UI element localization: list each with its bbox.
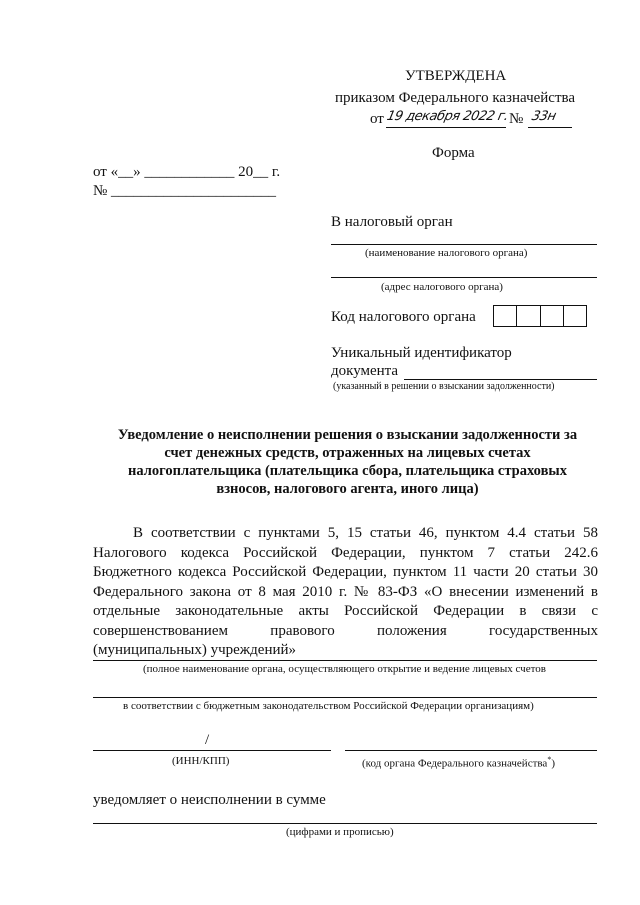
tax-authority-code-label: Код налогового органа	[331, 309, 476, 325]
uid-field-line	[404, 379, 597, 380]
amount-line	[93, 823, 597, 824]
approval-order-line: приказом Федерального казначейства	[335, 90, 576, 106]
approval-number-prefix: №	[509, 111, 524, 127]
org-name-line-1	[93, 660, 597, 661]
code-digit-3[interactable]	[540, 306, 563, 326]
org-name-caption-2: в соответствии с бюджетным законодательством Российской Федерации организациям)	[123, 700, 534, 712]
approval-date-underline	[386, 127, 506, 128]
tax-authority-label: В налоговый орган	[331, 214, 453, 230]
paragraph-line: Федерального закона от 8 мая 2010 г. № 83-ФЗ «О внесении изменений в	[93, 583, 598, 600]
uid-label-line1: Уникальный идентификатор	[331, 345, 512, 361]
title-line: взносов, налогового агента, иного лица)	[216, 481, 479, 497]
paragraph-line: отдельные законодательные акты Российской Федерации в связи с	[93, 603, 598, 619]
approval-date-prefix: от	[370, 111, 384, 127]
title-line: счет денежных средств, отраженных на лицевых счетах	[164, 445, 531, 461]
notifies-amount-label: уведомляет о неисполнении в сумме	[93, 792, 326, 808]
inn-kpp-caption: (ИНН/КПП)	[172, 755, 230, 767]
approval-handwritten-date: 19 декабря 2022 г.	[385, 109, 510, 124]
document-title	[95, 426, 600, 498]
tax-authority-address-caption: (адрес налогового органа)	[381, 281, 503, 293]
tax-authority-code-boxes[interactable]	[493, 305, 587, 327]
org-name-caption-1: (полное наименование органа, осуществляющего открытие и ведение лицевых счетов	[143, 663, 546, 675]
code-digit-1[interactable]	[494, 306, 516, 326]
title-line: Уведомление о неисполнении решения о взыскании задолженности за	[117, 427, 578, 443]
doc-date-line: от «__» ____________ 20__ г.	[93, 164, 281, 180]
footnote-mark: *	[547, 755, 552, 764]
amount-caption: (цифрами и прописью)	[286, 826, 394, 838]
tax-authority-name-line	[331, 244, 597, 245]
tax-authority-address-line	[331, 277, 597, 278]
code-digit-4[interactable]	[563, 306, 586, 326]
paragraph-line: Налогового кодекса Российской Федерации, пунктом 7 статьи 242.6	[93, 544, 598, 561]
paragraph-line: Бюджетного кодекса Российской Федерации, пунктом 11 части 20 статьи 30	[93, 564, 598, 580]
org-name-line-2	[93, 697, 597, 698]
approval-number-underline	[528, 127, 572, 128]
title-line: налогоплательщика (плательщика сбора, плательщика страховых	[128, 463, 567, 479]
inn-kpp-line	[93, 750, 331, 751]
uid-caption: (указанный в решении о взыскании задолженности)	[333, 381, 555, 392]
treasury-code-caption: (код органа Федерального казначейства*)	[362, 755, 555, 770]
code-digit-2[interactable]	[516, 306, 539, 326]
paragraph-line: (муниципальных) учреждений»	[93, 642, 297, 658]
form-label: Форма	[432, 145, 475, 161]
inn-kpp-slash: /	[205, 732, 210, 748]
paragraph-line: В соответствии с пунктами 5, 15 статьи 46, пунктом 4.4 статьи 58	[133, 525, 598, 541]
approval-handwritten-number: 33н	[530, 109, 558, 124]
treasury-code-line	[345, 750, 597, 751]
paragraph-line: совершенствованием правового положения государственных	[93, 622, 598, 639]
approved-heading: УТВЕРЖДЕНА	[405, 68, 507, 84]
uid-label-line2: документа	[331, 363, 399, 379]
tax-authority-name-caption: (наименование налогового органа)	[365, 247, 528, 259]
legal-basis-paragraph	[93, 524, 598, 661]
doc-number-line: № ______________________	[93, 183, 277, 199]
